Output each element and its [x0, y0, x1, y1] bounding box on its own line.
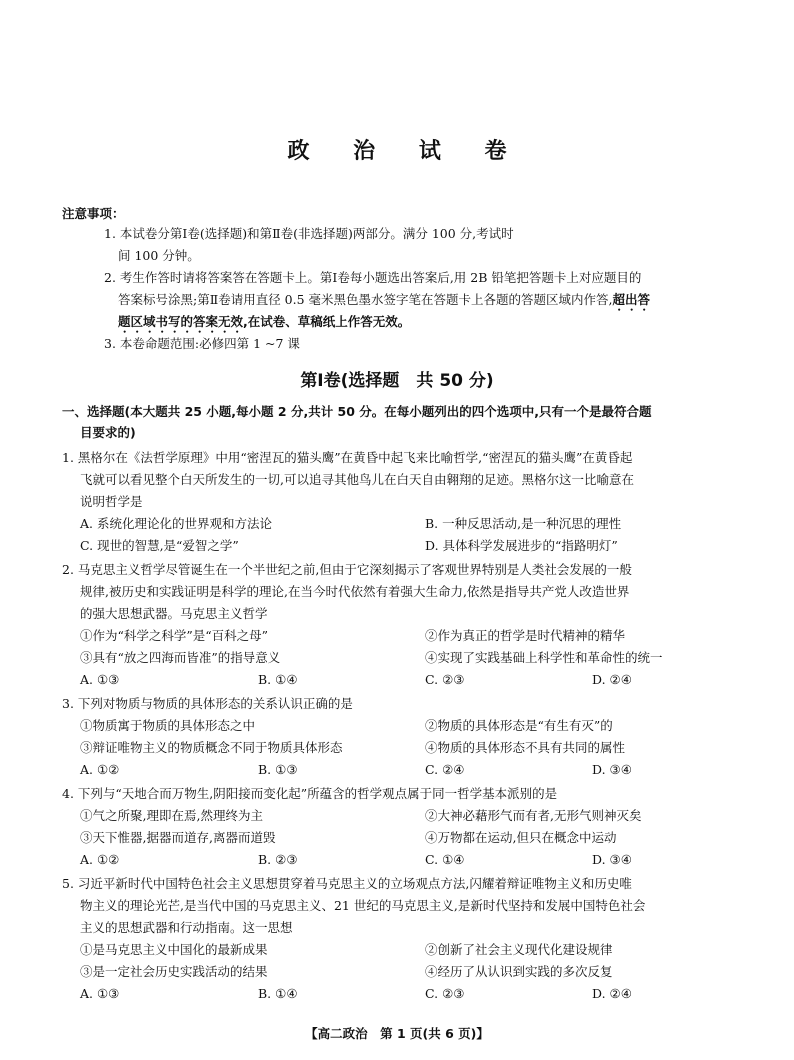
q4-option-c: C. ①④ — [425, 852, 465, 867]
notice-item-2-line-2-text: 答案标号涂黑;第Ⅱ卷请用直径 0.5 毫米黑色墨水签字笔在答题卡上各题的答题区域内作答, — [118, 292, 613, 307]
q3-statement-1: ①物质寓于物质的具体形态之中 — [80, 718, 256, 733]
q5-option-a: A. ①③ — [80, 986, 120, 1001]
q3-statement-3: ③辩证唯物主义的物质概念不同于物质具体形态 — [80, 740, 343, 755]
q5-statement-1: ①是马克思主义中国化的最新成果 — [80, 942, 268, 957]
q3-option-b: B. ①③ — [258, 762, 298, 777]
q1-stem-line-2: 飞就可以看见整个白天所发生的一切,可以追寻其他鸟儿在白天自由翱翔的足迹。黑格尔这一比喻意在 — [80, 472, 634, 487]
q3-option-a: A. ①② — [80, 762, 120, 777]
q2-statement-1: ①作为“科学之科学”是“百科之母” — [80, 628, 269, 643]
q4-option-b: B. ②③ — [258, 852, 298, 867]
q2-stem-line-2: 规律,被历史和实践证明是科学的理论,在当今时代依然有着强大生命力,依然是指导共产党人改造世界 — [80, 584, 630, 599]
q5-statement-3: ③是一定社会历史实践活动的结果 — [80, 964, 268, 979]
notice-item-2-line-2 — [118, 290, 650, 314]
q4-statement-3: ③天下惟器,据器而道存,离器而道毁 — [80, 830, 276, 845]
q2-statement-3: ③具有“放之四海而皆准”的指导意义 — [80, 650, 281, 665]
q4-statement-1: ①气之所聚,理即在焉,然理终为主 — [80, 808, 263, 823]
q5-option-d: D. ②④ — [592, 986, 632, 1001]
q2-statement-4: ④实现了实践基础上科学性和革命性的统一 — [425, 650, 663, 665]
page-footer: 【高二政治 第 1 页(共 6 页)】 — [305, 1026, 489, 1041]
q4-statement-4: ④万物都在运动,但只在概念中运动 — [425, 830, 617, 845]
q1-option-a: A. 系统化理论化的世界观和方法论 — [80, 516, 272, 531]
notice-item-1-line-2: 间 100 分钟。 — [118, 248, 200, 263]
notice-item-2-line-1: 2. 考生作答时请将答案答在答题卡上。第Ⅰ卷每小题选出答案后,用 2B 铅笔把答题卡上对应题目的 — [104, 270, 642, 285]
q1-option-b: B. 一种反思活动,是一种沉思的理性 — [425, 516, 622, 531]
q5-statement-2: ②创新了社会主义现代化建设规律 — [425, 942, 613, 957]
section-1-title: 第Ⅰ卷(选择题 共 50 分) — [300, 371, 494, 391]
q2-stem-line-1: 2. 马克思主义哲学尽管诞生在一个半世纪之前,但由于它深刻揭示了客观世界特别是人类社会发展的一般 — [62, 562, 632, 577]
notice-emphasis-2: 题区域书写的答案无效 — [118, 314, 244, 329]
q2-statement-2: ②作为真正的哲学是时代精神的精华 — [425, 628, 626, 643]
q1-option-d: D. 具体科学发展进步的“指路明灯” — [425, 538, 618, 553]
q1-stem-line-1: 1. 黑格尔在《法哲学原理》中用“密涅瓦的猫头鹰”在黄昏中起飞来比喻哲学,“密涅瓦的猫头鹰”在黄昏起 — [62, 450, 633, 465]
q5-stem-line-3: 主义的思想武器和行动指南。这一思想 — [80, 920, 293, 935]
q2-option-c: C. ②③ — [425, 672, 465, 687]
q4-option-d: D. ③④ — [592, 852, 632, 867]
q5-option-b: B. ①④ — [258, 986, 298, 1001]
q2-option-a: A. ①③ — [80, 672, 120, 687]
notice-item-2-line-3 — [118, 312, 410, 336]
section-1-intro-line-1: 一、选择题(本大题共 25 小题,每小题 2 分,共计 50 分。在每小题列出的四个选项中,只有一个是最符合题 — [62, 404, 652, 419]
q1-option-c: C. 现世的智慧,是“爱智之学” — [80, 538, 239, 553]
q4-option-a: A. ①② — [80, 852, 120, 867]
q2-option-b: B. ①④ — [258, 672, 298, 687]
notice-heading: 注意事项： — [62, 206, 125, 221]
q3-option-d: D. ③④ — [592, 762, 632, 777]
notice-emphasis-1: 超出答 — [612, 292, 651, 307]
notice-item-1-line-1: 1. 本试卷分第Ⅰ卷(选择题)和第Ⅱ卷(非选择题)两部分。满分 100 分,考试时 — [104, 226, 514, 241]
exam-title: 政 治 试 卷 — [287, 139, 525, 164]
q3-statement-2: ②物质的具体形态是“有生有灭”的 — [425, 718, 613, 733]
q5-stem-line-1: 5. 习近平新时代中国特色社会主义思想贯穿着马克思主义的立场观点方法,闪耀着辩证唯物主义和历史唯 — [62, 876, 632, 891]
q3-option-c: C. ②④ — [425, 762, 465, 777]
q5-statement-4: ④经历了从认识到实践的多次反复 — [425, 964, 613, 979]
q3-stem-line-1: 3. 下列对物质与物质的具体形态的关系认识正确的是 — [62, 696, 353, 711]
notice-item-3: 3. 本卷命题范围:必修四第 1 ~7 课 — [104, 336, 300, 351]
q2-option-d: D. ②④ — [592, 672, 632, 687]
q2-stem-line-3: 的强大思想武器。马克思主义哲学 — [80, 606, 268, 621]
section-1-intro-line-2: 目要求的) — [80, 425, 136, 440]
notice-emphasis-3: ,在试卷、草稿纸上作答无效。 — [243, 314, 411, 329]
q1-stem-line-3: 说明哲学是 — [80, 494, 143, 509]
q4-stem-line-1: 4. 下列与“天地合而万物生,阴阳接而变化起”所蕴含的哲学观点属于同一哲学基本派别的是 — [62, 786, 558, 801]
q5-stem-line-2: 物主义的理论光芒,是当代中国的马克思主义、21 世纪的马克思主义,是新时代坚持和发展中国特色社会 — [80, 898, 646, 913]
q4-statement-2: ②大神必藉形气而有者,无形气则神灭矣 — [425, 808, 642, 823]
q5-option-c: C. ②③ — [425, 986, 465, 1001]
q3-statement-4: ④物质的具体形态不具有共同的属性 — [425, 740, 626, 755]
